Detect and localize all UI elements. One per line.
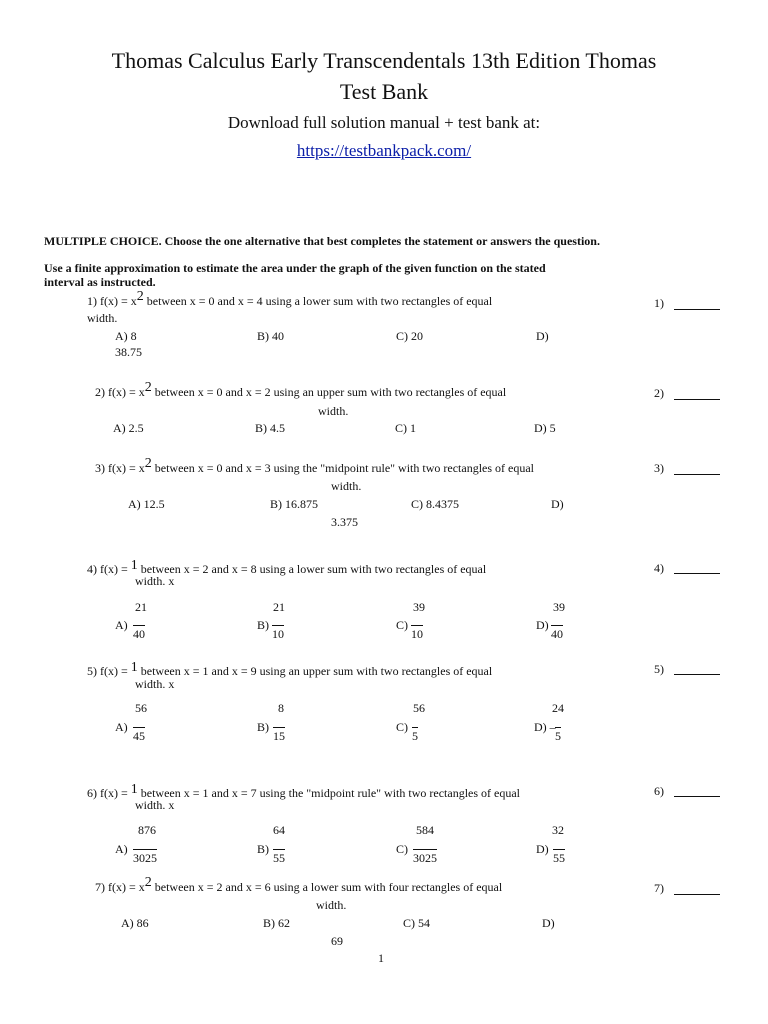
question-2-continuation: width. [318,404,349,418]
question-1-option-d-value: 38.75 [115,345,142,359]
question-4-b-denominator: 10 [272,627,284,641]
question-4-continuation: width. x [135,574,175,588]
question-3-text: 3) f(x) = x2 between x = 0 and x = 3 using the "midpoint rule" with two rectangles of equal [95,456,535,475]
question-6-text: 6) f(x) = 1 between x = 1 and x = 7 using the "midpoint rule" with two rectangles of equal [87,782,521,800]
question-4-label: 4) [654,561,664,575]
question-4-d-denominator: 40 [551,627,563,641]
multiple-choice-instructions: MULTIPLE CHOICE. Choose the one alternative that best completes the statement or answers the question. [44,234,600,248]
question-4-b-letter: B) [257,618,269,632]
section-instructions-line2: interval as instructed. [44,275,156,289]
question-3-option-d-value: 3.375 [331,515,358,529]
download-text: Download full solution manual + test bank at: [227,113,541,132]
question-5-b-letter: B) [257,720,269,734]
question-3-option-c: C) 8.4375 [411,497,459,511]
question-6-b-denominator: 55 [273,851,285,865]
question-3-answer-blank[interactable] [674,474,720,475]
question-5-a-denominator: 45 [133,729,145,743]
question-3-option-d: D) [551,497,564,511]
download-link[interactable]: https://testbankpack.com/ [296,141,472,160]
question-6-c-letter: C) [396,842,408,856]
question-6-d-numerator: 32 [552,823,564,837]
question-5-continuation: width. x [135,677,175,691]
question-6-label: 6) [654,784,664,798]
question-3-continuation: width. [331,479,362,493]
question-6-d-letter: D) [536,842,549,856]
question-4-d-numerator: 39 [553,600,565,614]
question-5-d-denominator: 5 [555,729,561,743]
question-1-option-b: B) 40 [257,329,284,343]
question-7-text: 7) f(x) = x2 between x = 2 and x = 6 using a lower sum with four rectangles of equal [95,875,503,894]
question-7-answer-blank[interactable] [674,894,720,895]
section-instructions-line1: Use a finite approximation to estimate the area under the graph of the given function on the stated [44,261,546,275]
question-7-option-d: D) [542,916,555,930]
question-6-b-letter: B) [257,842,269,856]
question-6-a-letter: A) [115,842,128,856]
question-1-option-a: A) 8 [115,329,137,343]
question-5-b-denominator: 15 [273,729,285,743]
question-5-a-numerator: 56 [135,701,147,715]
download-link-row [0,141,768,161]
question-5-c-numerator: 56 [413,701,425,715]
question-4-c-denominator: 10 [411,627,423,641]
question-4-d-letter: D) [536,618,549,632]
question-5-answer-blank[interactable] [674,674,720,675]
question-4-c-letter: C) [396,618,408,632]
question-7-option-a: A) 86 [121,916,149,930]
question-4-a-letter: A) [115,618,128,632]
question-5-c-letter: C) [396,720,408,734]
question-6-answer-blank[interactable] [674,796,720,797]
question-7-option-d-value: 69 [331,934,343,948]
question-6-c-numerator: 584 [416,823,434,837]
question-2-label: 2) [654,386,664,400]
question-1-continuation: width. [87,311,118,325]
question-6-continuation: width. x [135,798,175,812]
question-7-option-c: C) 54 [403,916,430,930]
question-5-d-letter: D) – [534,720,556,734]
question-1-label: 1) [654,296,664,310]
question-2-option-d: D) 5 [534,421,556,435]
question-6-a-numerator: 876 [138,823,156,837]
question-2-option-c: C) 1 [395,421,416,435]
question-4-b-numerator: 21 [273,600,285,614]
document-title-line1: Thomas Calculus Early Transcendentals 13th Edition Thomas [111,48,657,73]
question-2-option-b: B) 4.5 [255,421,285,435]
question-4-a-numerator: 21 [135,600,147,614]
question-4-a-denominator: 40 [133,627,145,641]
question-4-answer-blank[interactable] [674,573,720,574]
document-title-line2: Test Bank [339,79,429,104]
question-5-c-denominator: 5 [412,729,418,743]
question-6-d-denominator: 55 [553,851,565,865]
question-6-b-numerator: 64 [273,823,285,837]
page-number: 1 [378,951,384,965]
question-6-c-denominator: 3025 [413,851,437,865]
question-1-option-d: D) [536,329,549,343]
question-5-a-letter: A) [115,720,128,734]
question-4-c-numerator: 39 [413,600,425,614]
question-6-a-denominator: 3025 [133,851,157,865]
question-3-label: 3) [654,461,664,475]
question-5-b-numerator: 8 [278,701,284,715]
question-7-continuation: width. [316,898,347,912]
question-7-option-b: B) 62 [263,916,290,930]
question-2-answer-blank[interactable] [674,399,720,400]
question-1-text: 1) f(x) = x2 between x = 0 and x = 4 using a lower sum with two rectangles of equal [87,289,493,308]
question-2-option-a: A) 2.5 [113,421,144,435]
question-5-text: 5) f(x) = 1 between x = 1 and x = 9 using an upper sum with two rectangles of equal [87,660,493,678]
question-3-option-b: B) 16.875 [270,497,318,511]
question-7-label: 7) [654,881,664,895]
question-1-answer-blank[interactable] [674,309,720,310]
question-2-text: 2) f(x) = x2 between x = 0 and x = 2 using an upper sum with two rectangles of equal [95,380,507,399]
question-5-label: 5) [654,662,664,676]
question-4-text: 4) f(x) = 1 between x = 2 and x = 8 using a lower sum with two rectangles of equal [87,558,487,576]
question-3-option-a: A) 12.5 [128,497,165,511]
question-5-d-numerator: 24 [552,701,564,715]
question-1-option-c: C) 20 [396,329,423,343]
